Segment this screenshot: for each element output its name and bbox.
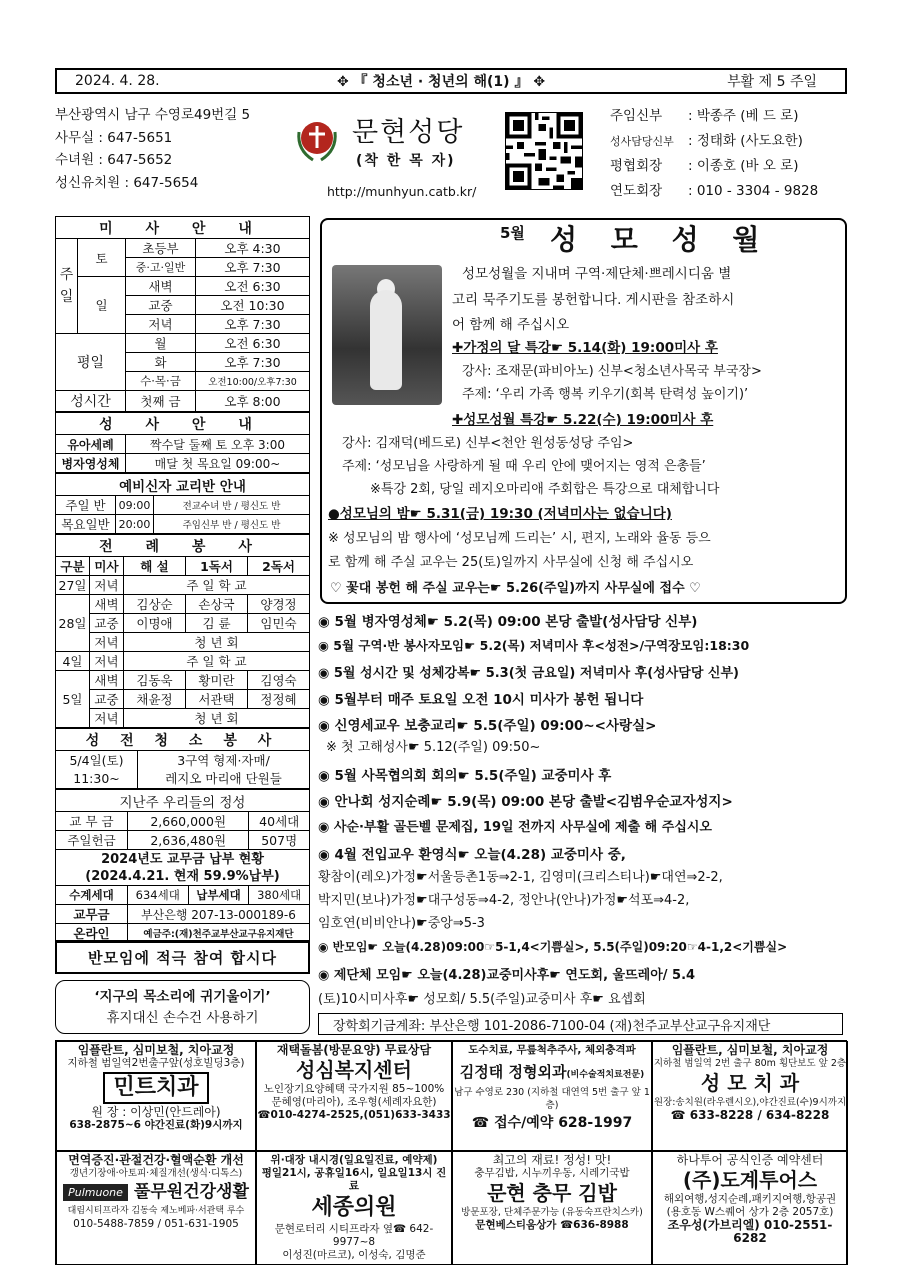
announcement-item: ◉ 4월 전입교우 환영식☛ 오늘(4.28) 교중미사 중,: [318, 847, 626, 863]
mass-title: 미 사 안 내: [56, 217, 310, 239]
ads-section: [55, 1040, 847, 1265]
church-url[interactable]: http://munhyun.catb.kr/: [327, 184, 477, 199]
mary-night: ●성모님의 밤☛ 5.31(금) 19:30 (저녁미사는 없습니다): [328, 506, 672, 522]
sacrament-table: 성 사 안 내 유아세례 짝수달 둘째 토 오후 3:00 병자영성체 매달 첫 목요일 09:00~: [55, 412, 310, 473]
office-phone: 사무실 : 647-5651: [55, 129, 173, 146]
announcement-item: ◉ 5월 사목협의회 회의☛ 5.5(주일) 교중미사 후: [318, 768, 612, 784]
staff-row: 연도회장 : 010 - 3304 - 9828: [610, 183, 819, 199]
announcement-item: 황참이(레오)가정☛서울등촌1동⇒2-1, 김영미(크리스티나)☛대연⇒2-2,: [318, 870, 723, 885]
staff-list: [610, 104, 818, 204]
weekday-label: 평일: [56, 334, 126, 391]
staff-row: 평협회장 : 이종호 (바 오 로): [610, 158, 799, 174]
feature-title: 성 모 성 월: [550, 223, 772, 256]
announcement-item: ◉ 5월부터 매주 토요일 오전 10시 미사가 봉헌 됩니다: [318, 692, 644, 708]
announcement-item: ◉ 신영세교우 보충교리☛ 5.5(주일) 09:00~<사랑실>: [318, 718, 657, 734]
catechumen-table: 예비신자 교리반 안내 주일 반 09:00 전교수녀 반 / 평신도 반 목요일반 20:00 주임신부 반 / 평신도 반: [55, 473, 310, 534]
small-group-notice: 반모임에 적극 참여 합시다: [55, 940, 310, 974]
sun-label: 일: [78, 277, 126, 334]
pulmuone-logo: Pulmuone: [63, 1184, 128, 1201]
theme-mark-left: ✥: [336, 74, 349, 90]
mass-table: 미 사 안 내 주 일 토 초등부 오후 4:30 중·고·일반 오후 7:30 일 새벽 오전 6:30 교중 오전 10:30 저녁 오후 7:30 평일 월 오전 6:30 화 오후 7:30 수·목·금 오전10:00/오후7:30 성시간 첫째 금 오후 8:00: [55, 216, 310, 412]
church-logo-icon: [295, 112, 340, 164]
announcement-item: ◉ 사순·부활 골든벨 문제집, 19일 전까지 사무실에 제출 해 주십시오: [318, 820, 712, 835]
ad-orthopedics: 도수치료, 무릎척추주사, 체외충격파 김정태 정형외과(비수술적치료전문) 남구 수영로 230 (지하철 대연역 5번 출구 앞 1층) ☎ 접수/예약 628-1997: [452, 1041, 652, 1151]
announcement-item: 임호연(비비안나)☛중앙⇒5-3: [318, 916, 485, 931]
schedule-column: [55, 216, 310, 943]
announcement-item: ◉ 반모임☛ 오늘(4.28)09:00☞5-1,4<기쁨실>, 5.5(주일)09:20☞4-1,2<기쁨실>: [318, 940, 788, 954]
ad-chungmu-gimbap: 최고의 재료! 정성! 맛! 충무김밥, 시누끼우동, 시레기국밥 문현 충무 김밥 방문포장, 단체주문가능 (유동숙프란치스카) 문현베스티움상가 ☎636-8988: [452, 1151, 652, 1265]
ad-welfare-center: 재택돌봄(방문요양) 무료상담 성심복지센터 노인장기요양혜택 국가지원 85~100% 문혜영(마리아), 조우형(세례자요한) ☎010-4274-2525,(051)633-3433: [256, 1041, 452, 1151]
ad-mint-dental: 임플란트, 심미보철, 치아교정 지하철 범일역2번출구앞(성호빌딩3층) 민트치과 원 장 : 이상민(안드레아) 638-2875~6 야간진료(화)9시까지: [56, 1041, 256, 1151]
issue-date: 2024. 4. 28.: [75, 73, 160, 89]
ad-sejong-clinic: 위·대장 내시경(일요일진료, 예약제) 평일21시, 공휴일16시, 일요일13시 진료 세종의원 문현로터리 시티프라자 옆☎ 642-9977~8 이성진(마르코), 이성숙, 김명준: [256, 1151, 452, 1265]
mary-statue-image: [332, 265, 442, 405]
staff-row: 성사담당신부 : 정태화 (사도요한): [610, 133, 803, 149]
qr-code-icon: [505, 112, 583, 190]
announcement-item: (토)10시미사후☛ 성모회/ 5.5(주일)교중미사 후☛ 요셉회: [318, 992, 646, 1007]
sunday-label: 주 일: [56, 239, 78, 334]
ad-sungmo-dental: 임플란트, 심미보철, 치아교정 지하철 범일역 2번 출구 80m 횡단보도 앞 2층 성 모 치 과 원장:송치원(라우렌시오),야간진료(수)9시까지 ☎ 633-8228 / 634-8228: [652, 1041, 848, 1151]
kindergarten-phone: 성신유치원 : 647-5654: [55, 174, 199, 191]
feature-month: 5월: [500, 224, 525, 242]
announcement-item: ※ 첫 고해성사☛ 5.12(주일) 09:50~: [326, 740, 541, 755]
convent-phone: 수녀원 : 647-5652: [55, 152, 173, 168]
theme-title: ✥ 『 청소년 · 청년의 해(1) 』 ✥: [336, 74, 546, 90]
announcement-item: ◉ 안나회 성지순례☛ 5.9(목) 09:00 본당 출발<김범우순교자성지>: [318, 794, 733, 810]
cleaning-table: 성 전 청 소 봉 사 5/4일(토) 11:30~ 3구역 형제·자매/ 레지오 마리애 단원들: [55, 728, 310, 789]
ad-dogye-tours: 하나투어 공식인증 예약센터 (주)도계투어스 해외여행,성지순례,패키지여행,항공권 (용호동 W스퀘어 상가 2층 2057호) 조우성(가브리엘) 010-2551-6282: [652, 1151, 848, 1265]
announcement-item: 박지민(보나)가정☛대구성동⇒4-2, 정안나(안나)가정☛석포⇒4-2,: [318, 893, 690, 908]
ad-pulmuone: 면역증진·관절건강·혈액순환 개선 갱년기장애·아토피·체질개선(생식·디톡스) Pulmuone 풀무원건강생활 대림시티프라자 김동숙 제노베파·서관택 루수 010-5488-7859 / 051-631-1905: [56, 1151, 256, 1265]
church-name: 문현성당: [352, 117, 465, 148]
staff-row: 주임신부 : 박종주 (베 드 로): [610, 108, 799, 124]
announcement-item: ◉ 5월 병자영성체☛ 5.2(목) 09:00 본당 출발(성사담당 신부): [318, 614, 698, 630]
theme-mark-right: ✥: [533, 74, 546, 90]
liturgy-table: 전 례 봉 사 구분 미사 해 설 1독서 2독서 27일 저녁 주 일 학 교 28일 새벽 김상순 손상국 양경정 교중 이명애 김 륜 임민숙 저녁 청 년 회 4일 저녁 주 일 학 교 5일 새벽 김동욱 황미란 김영숙 교중 채윤정 서관택 정정혜 저녁 청 년 회: [55, 534, 310, 728]
eco-campaign-box: ‘지구의 목소리에 귀기울이기’ 휴지대신 손수건 사용하기: [55, 980, 310, 1034]
announcement-item: ◉ 5월 구역·반 봉사자모임☛ 5.2(목) 저녁미사 후<성전>/구역장모임:18:30: [318, 638, 750, 653]
family-lecture: ✚가정의 달 특강☛ 5.14(화) 19:00미사 후: [452, 340, 718, 356]
liturgical-week: 부활 제 5 주일: [727, 74, 817, 90]
address: 부산광역시 남구 수영로49번길 5: [55, 107, 251, 123]
header-bar: [55, 68, 847, 94]
scholarship-account: 장학회기금계좌: 부산은행 101-2086-7100-04 (재)천주교부산교구유지재단: [318, 1013, 843, 1035]
mary-lecture: ✚성모성월 특강☛ 5.22(수) 19:00미사 후: [452, 412, 714, 428]
announcement-item: ◉ 5월 성시간 및 성체강복☛ 5.3(첫 금요일) 저녁미사 후(성사담당 신부): [318, 666, 739, 681]
announcement-item: ◉ 제단체 모임☛ 오늘(4.28)교중미사후☛ 연도회, 울뜨레아/ 5.4: [318, 968, 696, 983]
saturday-label: 토: [78, 239, 126, 277]
offering-table: 지난주 우리들의 정성 교 무 금 2,660,000원 40세대 주일헌금 2,636,480원 507명 2024년도 교무금 납부 현황 (2024.4.21. 현재 59.9%납부) 수계세대 634세대 납부세대 380세대 교무금 부산은행 207-13-000189-6 온라인 예금주:(재)천주교부산교구유지재단: [55, 789, 310, 943]
church-subtitle: (착 한 목 자): [356, 153, 456, 169]
contact-info: [55, 104, 250, 194]
